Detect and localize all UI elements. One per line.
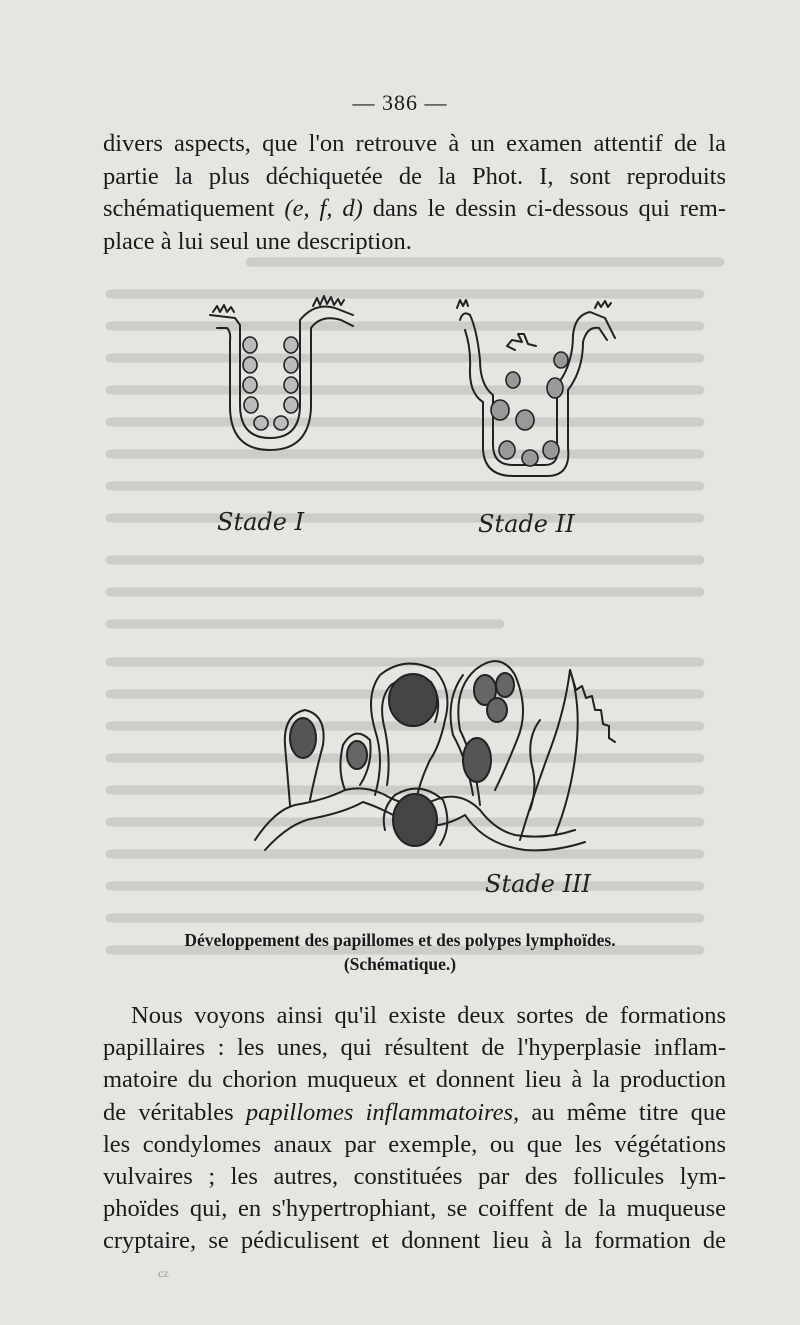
text-line: matoire du chorion muqueux et donnent lieu à la production — [103, 1066, 726, 1094]
stage-2-label: Stade II — [478, 510, 575, 538]
stage-2-crypt — [457, 300, 615, 476]
text-line: cryptaire, se pédiculisent et donnent lieu à la formation de — [103, 1227, 726, 1255]
schematic-figure — [195, 290, 655, 930]
stage-3-polyps — [255, 661, 615, 850]
text-line: divers aspects, que l'on retrouve à un examen attentif de la — [103, 130, 726, 157]
text-line: schématiquement (e, f, d) dans le dessin ci-dessous qui rem- — [103, 195, 726, 222]
figure-caption-note: (Schématique.) — [343, 954, 457, 974]
paragraph-top — [103, 128, 726, 258]
text-line: place à lui seul une description. — [103, 227, 412, 255]
text-line: phoïdes qui, en s'hypertrophiant, se coiffent de la muqueuse — [103, 1195, 726, 1223]
papilloma-drawing — [195, 290, 655, 930]
footer-mark: cz — [158, 1266, 169, 1280]
text-line: de véritables papillomes inflammatoires, au même titre que — [103, 1098, 726, 1126]
text-line: papillaires : les unes, qui résultent de l'hyperplasie inflam- — [103, 1034, 726, 1062]
text-line: les condylomes anaux par exemple, ou que les végétations — [103, 1130, 726, 1158]
text-line: Nous voyons ainsi qu'il existe deux sortes de formations — [131, 1002, 726, 1029]
figure-caption: Développement des papillomes et des polypes lymphoïdes. — [184, 930, 616, 950]
stage-3-label: Stade III — [485, 870, 592, 898]
text-line: partie la plus déchiquetée de la Phot. I, sont reproduits — [103, 162, 726, 190]
stage-1-label: Stade I — [217, 508, 305, 536]
paragraph-bottom — [103, 1000, 726, 1258]
text-line: vulvaires ; les autres, constituées par des follicules lym- — [103, 1163, 726, 1191]
page-number: — 386 — — [352, 90, 448, 115]
stage-1-crypt — [210, 296, 353, 450]
